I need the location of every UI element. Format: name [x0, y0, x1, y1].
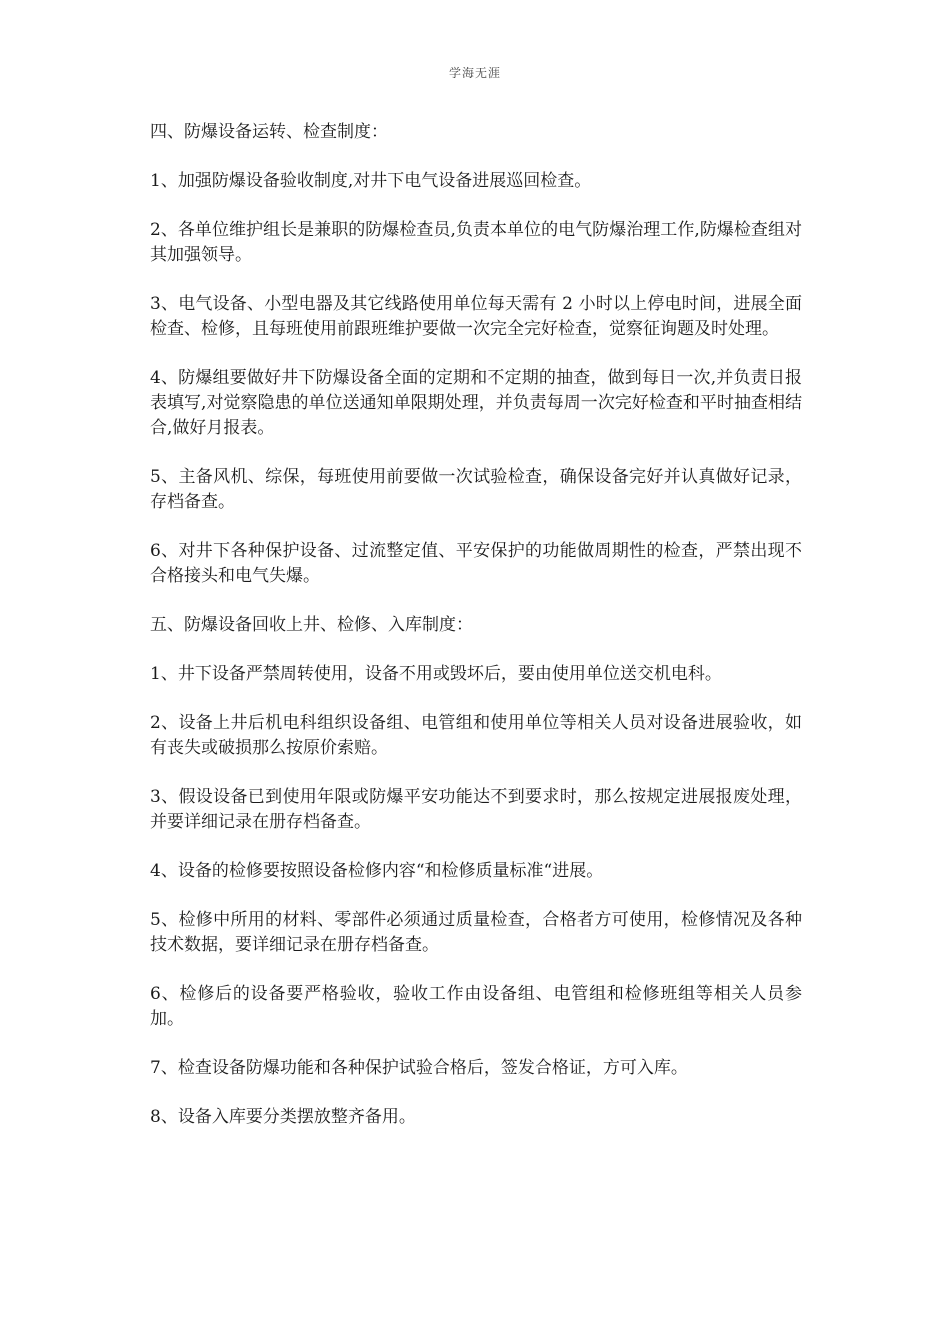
- paragraph: 5、检修中所用的材料、零部件必须通过质量检查，合格者方可使用，检修情况及各种技术数据，要详细记录在册存档备查。: [150, 910, 802, 955]
- paragraph: 3、电气设备、小型电器及其它线路使用单位每天需有 2 小时以上停电时间，进展全面检查、检修，且每班使用前跟班维护要做一次完全完好检查，觉察征询题及时处理。: [150, 294, 802, 339]
- paragraph: 4、设备的检修要按照设备检修内容“和检修质量标准“进展。: [150, 861, 604, 881]
- section-heading-five: 五、防爆设备回收上井、检修、入库制度：: [150, 615, 473, 635]
- paragraph: 6、检修后的设备要严格验收，验收工作由设备组、电管组和检修班组等相关人员参加。: [150, 984, 802, 1029]
- paragraph: 7、检查设备防爆功能和各种保护试验合格后，签发合格证，方可入库。: [150, 1058, 688, 1078]
- paragraph: 5、主备风机、综保，每班使用前要做一次试验检查，确保设备完好并认真做好记录，存档备查。: [150, 467, 802, 512]
- section-heading-four: 四、防爆设备运转、检查制度：: [150, 122, 388, 142]
- paragraph: 3、假设设备已到使用年限或防爆平安功能达不到要求时，那么按规定进展报废处理，并要详细记录在册存档备查。: [150, 787, 802, 832]
- paragraph: 6、对井下各种保护设备、过流整定值、平安保护的功能做周期性的检查，严禁出现不合格接头和电气失爆。: [150, 541, 802, 586]
- paragraph: 2、设备上井后机电科组织设备组、电管组和使用单位等相关人员对设备进展验收，如有丧失或破损那么按原价索赔。: [150, 713, 802, 758]
- paragraph: 2、各单位维护组长是兼职的防爆检查员,负责本单位的电气防爆治理工作,防爆检查组对其加强领导。: [150, 220, 802, 265]
- document-body: [150, 120, 802, 1154]
- paragraph: 1、加强防爆设备验收制度,对井下电气设备进展巡回检查。: [150, 171, 592, 191]
- paragraph: 8、设备入库要分类摆放整齐备用。: [150, 1107, 416, 1127]
- paragraph: 1、井下设备严禁周转使用，设备不用或毁坏后，要由使用单位送交机电科。: [150, 664, 722, 684]
- paragraph: 4、防爆组要做好井下防爆设备全面的定期和不定期的抽查，做到每日一次,并负责日报表填写,对觉察隐患的单位送通知单限期处理，并负责每周一次完好检查和平时抽查相结合,做好月报表。: [150, 368, 802, 438]
- page-header: 学海无涯: [448, 66, 501, 80]
